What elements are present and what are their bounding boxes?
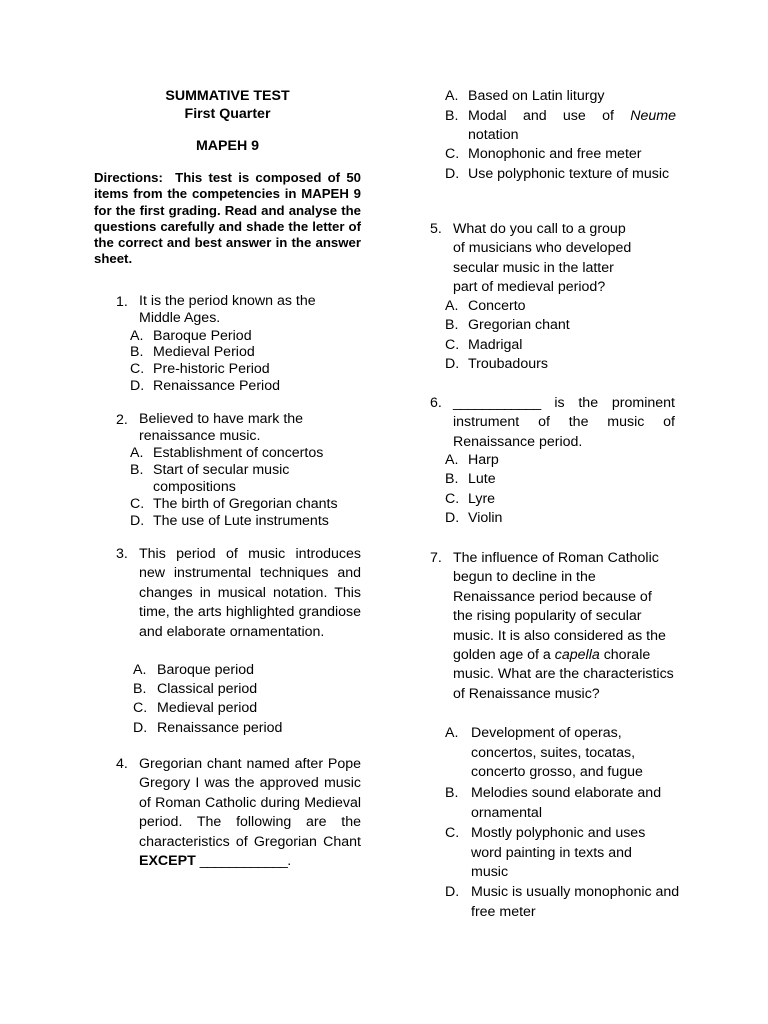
option-text: Madrigal (468, 337, 523, 353)
question-text: What do you call to a group of musicians who developed secular music in the latter part of medieval period? (453, 221, 632, 296)
option-text-rest: notation (468, 127, 519, 143)
option-letter: D. (445, 510, 460, 526)
option-letter: B. (130, 344, 144, 360)
option-text: Based on Latin liturgy (468, 88, 605, 104)
option-letter: D. (130, 513, 145, 529)
question-text: It is the period known as the Middle Ages. (139, 293, 316, 326)
option-text: Music is usually monophonic and free meter (471, 884, 680, 920)
option-letter: C. (445, 146, 460, 162)
option-letter: B. (130, 462, 144, 478)
option-letter: A. (445, 88, 459, 104)
question-number: 6. (430, 395, 442, 411)
subject-label: MAPEH 9 (195, 138, 260, 154)
option-letter: D. (130, 378, 145, 394)
italic-term: capella (554, 647, 600, 664)
question-text: This period of music introduces new instrumental techniques and changes in musical notation. This time, the arts highlighted grandiose and elaborate ornamentation. (139, 546, 361, 640)
option-letter: C. (445, 491, 460, 507)
option-letter: B. (445, 785, 459, 801)
option-text: The birth of Gregorian chants (153, 496, 338, 512)
option-text: Classical period (157, 681, 258, 697)
directions (94, 170, 361, 268)
option-letter: A. (445, 725, 459, 741)
question-text-wrap (453, 394, 675, 452)
option-text: Concerto (468, 298, 526, 314)
option-text: Medieval Period (153, 344, 255, 360)
option-letter: A. (445, 452, 459, 468)
question-text: Gregorian chant named after Pope Gregory I was the approved music of Roman Catholic during Medieval period. The following are the characteristics of Gregorian Chant (139, 756, 361, 850)
option-letter: A. (445, 298, 459, 314)
option-text: Mostly polyphonic and uses word painting in texts and music (471, 825, 646, 881)
option-letter: C. (130, 361, 145, 377)
option-text: Renaissance period (157, 720, 283, 736)
question-number: 7. (430, 550, 442, 566)
option-text: Establishment of concertos (153, 445, 324, 461)
question-number: 3. (116, 546, 128, 562)
question-text-wrap (139, 755, 361, 871)
option-text: Troubadours (468, 356, 548, 372)
question-text: The influence of Roman Catholic begun to decline in the Renaissance period because of the rising popularity of secular music. It is also considered as the golden age of a (453, 550, 666, 664)
question-text: Believed to have mark the renaissance music. (139, 411, 304, 444)
option-text: Medieval period (157, 700, 258, 716)
option-text: Start of secular music compositions (153, 462, 290, 495)
option-letter: C. (130, 496, 145, 512)
option-text: Violin (468, 510, 503, 526)
option-text: Lute (468, 471, 496, 487)
page-title: SUMMATIVE TEST (165, 88, 290, 104)
question-text-wrap (453, 549, 675, 704)
option-text: Melodies sound elaborate and ornamental (471, 785, 662, 821)
option-letter: D. (445, 884, 460, 900)
option-text: Development of operas, concertos, suites, tocatas, concerto grosso, and fugue (471, 725, 643, 781)
question-number: 4. (116, 756, 128, 772)
option-letter: B. (445, 317, 459, 333)
directions-label: Directions: (94, 170, 163, 185)
option-letter: B. (133, 681, 147, 697)
option-letter: A. (130, 328, 144, 344)
option-letter: D. (133, 720, 148, 736)
option-text: The use of Lute instruments (153, 513, 329, 529)
option-text: Renaissance Period (153, 378, 280, 394)
option-text: Modal and use of (468, 108, 614, 124)
option-letter: C. (445, 337, 460, 353)
option-text: Harp (468, 452, 499, 468)
option-text: Pre-historic Period (153, 361, 270, 377)
option-text: Gregorian chant (468, 317, 570, 333)
option-text: Monophonic and free meter (468, 146, 642, 162)
option-text: Use polyphonic texture of music (468, 166, 670, 182)
question-number: 2. (116, 412, 128, 428)
question-number: 5. (430, 221, 442, 237)
emphasis-except: EXCEPT (139, 853, 196, 870)
option-text: Baroque Period (153, 328, 252, 344)
option-letter: A. (133, 662, 147, 678)
option-text: Baroque period (157, 662, 255, 678)
directions-text: This test is composed of 50 items from the competencies in MAPEH 9 for the first grading. Read and analyse the questions carefully and shade the letter of the correct and best answer in the answer sheet. (94, 170, 361, 267)
answer-blank: ____________ (453, 395, 541, 411)
answer-blank: ____________. (199, 853, 291, 870)
option-letter: A. (130, 445, 144, 461)
option-text: Lyre (468, 491, 496, 507)
option-letter: C. (133, 700, 148, 716)
quarter-label: First Quarter (184, 106, 271, 122)
question-text-rest: chorale music. What are the characteristics of Renaissance music? (453, 647, 674, 702)
question-text: is the prominent instrument of the music of Renaissance period. (453, 395, 675, 450)
option-italic-term: Neume (630, 108, 676, 124)
option-letter: C. (445, 825, 460, 841)
question-number: 1. (116, 294, 128, 310)
option-letter: B. (445, 108, 459, 124)
option-letter: D. (445, 166, 460, 182)
option-letter: B. (445, 471, 459, 487)
option-letter: D. (445, 356, 460, 372)
